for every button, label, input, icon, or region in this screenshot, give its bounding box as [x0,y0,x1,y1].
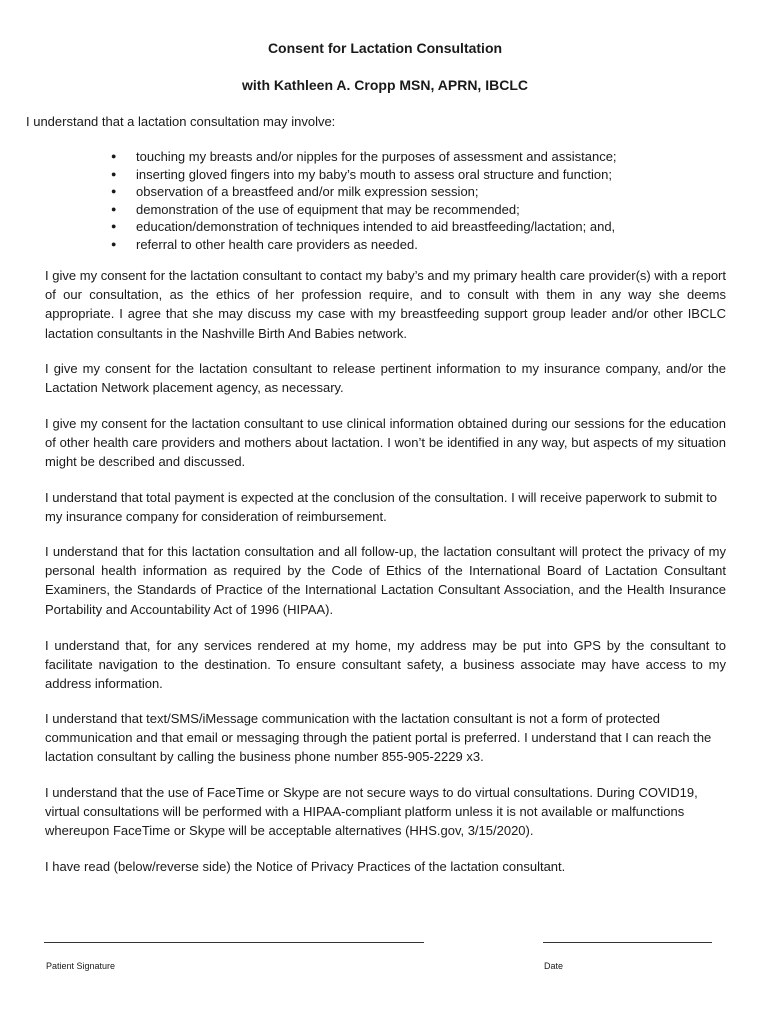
consent-contact-providers-paragraph: I give my consent for the lactation consultant to contact my baby’s and my primary health care provider(s) with a report of our consultation, as the ethics of her profession require, and to consult with them in any way she deems appropriate. I agree that she may discuss my case with my breastfeeding support group leader and/or other IBCLC lactation consultants in the Nashville Birth And Babies network. [45,268,726,341]
patient-signature-line[interactable] [44,942,424,943]
document-title: Consent for Lactation Consultation [267,40,503,56]
list-item: ● observation of a breastfeed and/or milk expression session; [108,183,617,201]
intro-text: I understand that a lactation consultation may involve: [26,114,336,129]
list-item: ● education/demonstration of techniques intended to aid breastfeeding/lactation; and, [108,218,617,236]
patient-signature-label: Patient Signature [46,961,116,971]
payment-paragraph: I understand that total payment is expected at the conclusion of the consultation. I will receive paperwork to submit to my insurance company for consideration of reimbursement. [45,490,718,525]
privacy-paragraph: I understand that for this lactation consultation and all follow-up, the lactation consultant will protect the privacy of my personal health information as required by the Code of Ethics of the International Board of Lactation Consultant Examiners, the Standards of Practice of the International Lactation Consultant Association, and the Health Insurance Portability and Accountability Act of 1996 (HIPAA). [45,544,726,617]
list-item: ● demonstration of the use of equipment that may be recommended; [108,201,617,219]
communication-paragraph: I understand that text/SMS/iMessage communication with the lactation consultant is not a form of protected communication and that email or messaging through the patient portal is preferred. I understand that I can reach the lactation consultant by calling the business phone number 855-905-2229 x3. [45,711,712,765]
home-visit-paragraph: I understand that, for any services rendered at my home, my address may be put into GPS by the consultant to facilitate navigation to the destination. To ensure consultant safety, a business associate may have access to my address information. [45,638,726,692]
consultation-involves-list [108,148,617,253]
list-item: ● inserting gloved fingers into my baby’s mouth to assess oral structure and function; [108,166,617,184]
date-label: Date [544,961,564,971]
date-line[interactable] [543,942,712,943]
consent-education-paragraph: I give my consent for the lactation consultant to use clinical information obtained during our sessions for the education of other health care providers and mothers about lactation. I won’t be identified in any way, but aspects of my situation might be described and discussed. [45,416,726,470]
document-subtitle: with Kathleen A. Cropp MSN, APRN, IBCLC [242,77,528,93]
list-item: ● touching my breasts and/or nipples for the purposes of assessment and assistance; [108,148,617,166]
privacy-notice-paragraph: I have read (below/reverse side) the Notice of Privacy Practices of the lactation consultant. [45,859,566,874]
consent-release-info-paragraph: I give my consent for the lactation consultant to release pertinent information to my insurance company, and/or the Lactation Network placement agency, as necessary. [45,361,726,396]
virtual-consultation-paragraph: I understand that the use of FaceTime or Skype are not secure ways to do virtual consultations. During COVID19, virtual consultations will be performed with a HIPAA-compliant platform unless it is not available or malfunctions whereupon FaceTime or Skype will be acceptable alternatives (HHS.gov, 3/15/2020). [45,785,698,839]
list-item: ● referral to other health care providers as needed. [108,236,617,254]
